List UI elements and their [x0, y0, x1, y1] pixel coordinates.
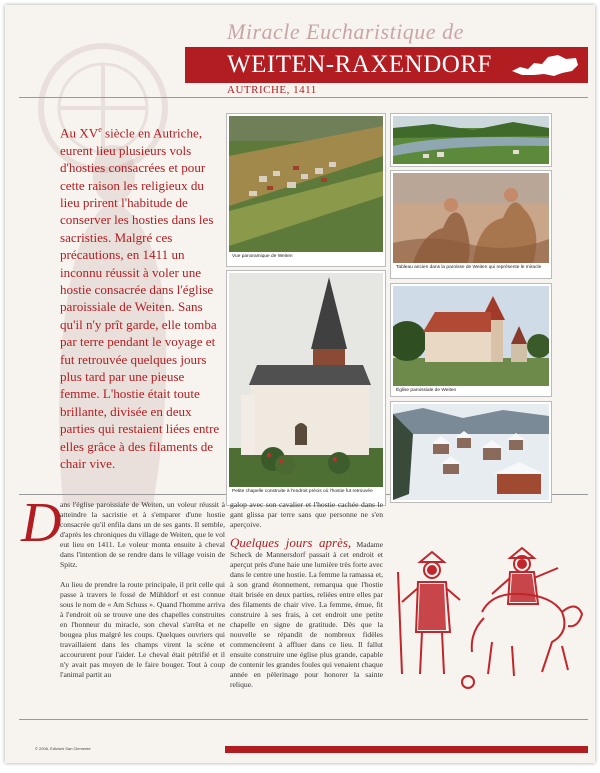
- winter-image: [393, 404, 549, 500]
- copyright-text: © 2006, Edizioni San Clemente: [35, 746, 91, 751]
- body-column-2: [230, 500, 383, 690]
- river-image: [393, 116, 549, 164]
- photo-winter: [390, 401, 552, 503]
- photo-painting: [390, 170, 552, 279]
- panorama-image: [229, 116, 383, 252]
- intro-text: Au XVe siècle en Autriche, eurent lieu plusieurs vols d'hosties consacrées et pour cette raison les religieux du lieu prirent l'habitude de conserver les hosties dans les sacristies. Malgré ces précautions, en 1411 un inconnu réussit à voler une hostie consacrée dans l'église paroissiale de Weiten. Sans qu'il n'y prît garde, elle tomba par terre pendant le voyage et fut retrouvée quelques jours plus tard par une pieuse femme. L'hostie était toute brillante, divisée en deux parties qui restaient liées entre elles grâce à des filaments de chair vive.: [60, 125, 220, 472]
- header-subtitle: AUTRICHE, 1411: [227, 84, 317, 96]
- body-paragraph: ans l'église paroissiale de Weiten, un voleur réussit à atteindre la sacristie et à s'emparer d'une hostie consacrée qu'il enfila dans un de ses gants. Il semble, d'après les chroniques du village de Weiten, que le vol eut lieu en 1411. Le voleur monta ensuite à cheval dans l'intention de se rendre dans le village voisin de Spitz.: [60, 500, 225, 569]
- photo-caption: Vue panoramique de Weiten: [232, 254, 293, 259]
- page-title: WEITEN-RAXENDORF: [227, 51, 492, 78]
- photo-caption: Église paroissiale de Weiten: [396, 388, 457, 393]
- drop-cap: D: [21, 492, 62, 554]
- photo-chapel: [226, 270, 386, 506]
- rider-illustration-icon: [392, 542, 588, 692]
- chapel-image: [229, 273, 383, 487]
- photo-caption: Petite chapelle construite à l'endroit précis où l'hostie fut retrouvée: [232, 489, 373, 494]
- photo-panorama: [226, 113, 386, 267]
- photo-caption: Tableau ancien dans la paroisse de Weiten qui représente le miracle: [396, 265, 542, 270]
- section-title: Quelques jours après,: [230, 535, 352, 550]
- poster-page: [5, 5, 595, 763]
- body-paragraph: galop avec son cavalier et l'hostie cachée dans le gant glissa par terre sans que personne ne s'en aperçoive.: [230, 500, 383, 529]
- footer-divider: [19, 719, 588, 720]
- body-paragraph: Quelques jours après, Madame Scheck de Mannersdorf passait à cet endroit et aperçut près d'une haie une lumière très forte avec dans le centre une hostie. La femme la ramassa et, à son grand étonnement, remarqua que l'hostie était brisée en deux parties, reliées entre elles par des filaments de chair vive. La femme, émue, fit construire à ses frais, à cet endroit une petite chapelle en signe de gratitude. Dès que la nouvelle se répandit de nombreux fidèles commencèrent à affluer dans ce lieu. Il fallut ensuite construire une église plus grande, capable de contenir les grandes foules qui venaient chaque année en pèlerinage pour honorer la sainte relique.: [230, 535, 384, 689]
- austria-map-icon: [510, 51, 580, 79]
- church-image: [393, 286, 549, 386]
- photo-river: [390, 113, 552, 167]
- body-paragraph: Au lieu de prendre la route principale, il prit celle qui passe à travers le fossé de Mühldorf et est connue sous le nom de « Am Schuss ». Quand l'homme arriva à l'endroit où se trouve une des chapelles construites en l'honneur du miracle, son cheval s'arrêta et ne bougea plus malgré les coups. Quelques ouvriers qui travaillaient dans les champs virent la scène et accoururent pour l'aider. Le cheval était pétrifié et il n'y avait pas moyen de le faire bouger. Tout à coup l'animal partit au: [60, 580, 225, 679]
- header-divider: [19, 97, 588, 98]
- header-suptitle: Miracle Eucharistique de: [227, 19, 464, 44]
- body-column-1: [60, 500, 225, 680]
- painting-image: [393, 173, 549, 263]
- footer-bar: [225, 746, 588, 753]
- photo-church: [390, 283, 552, 397]
- title-bar: [185, 47, 588, 83]
